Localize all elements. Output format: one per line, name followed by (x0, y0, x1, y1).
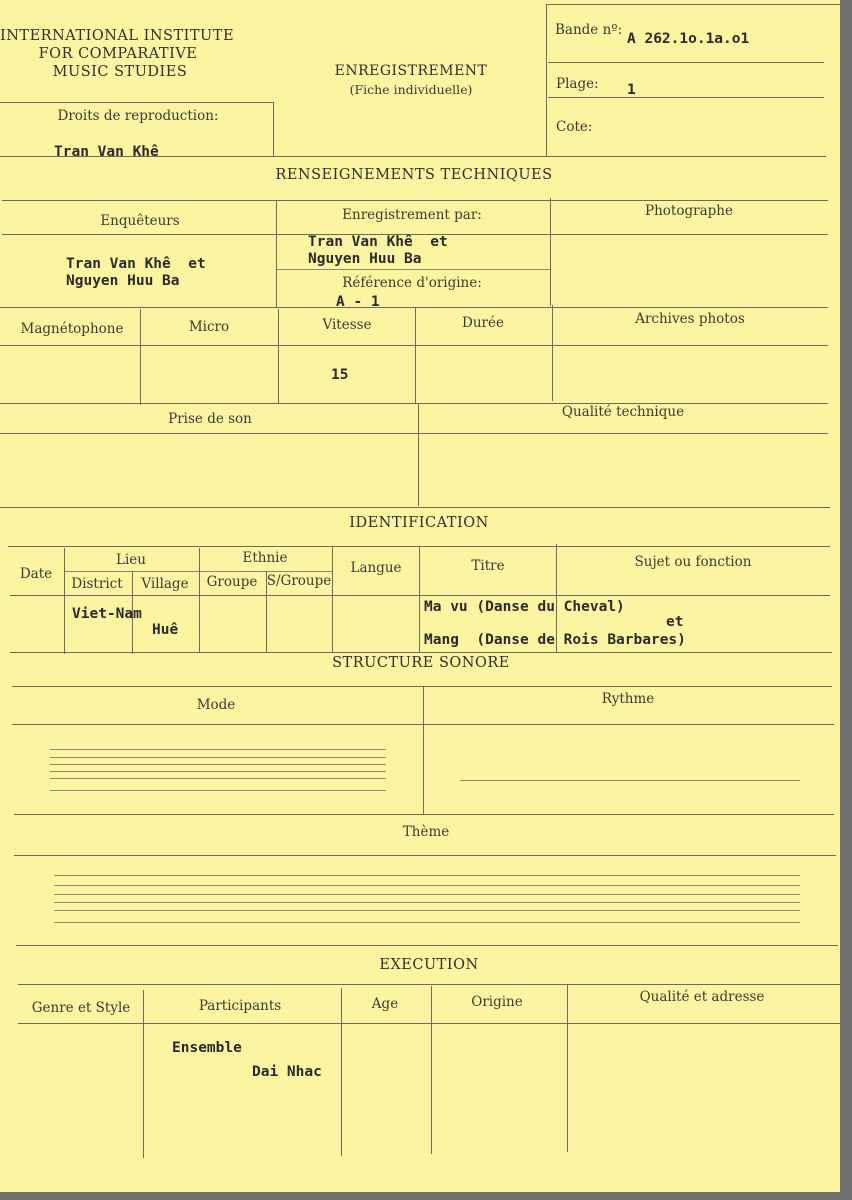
photographe-label: Photographe (645, 203, 733, 219)
prise-label: Prise de son (168, 411, 252, 427)
titre-value-et: et (666, 614, 684, 630)
exec-div-1 (143, 990, 144, 1158)
structure-header-line (12, 686, 832, 687)
theme-ruled-line-3 (54, 894, 800, 895)
theme-top-line (14, 814, 834, 815)
header-bottom-line (0, 156, 826, 157)
enregistrement-value-line1: Tran Van Khê et (308, 234, 448, 250)
header-top-line (546, 4, 840, 5)
mode-ruled-line-4 (50, 771, 386, 772)
header-divider-right (546, 4, 547, 156)
mode-ruled-line-3 (50, 764, 386, 765)
droits-value: Tran Van Khê (54, 144, 159, 160)
theme-label: Thème (402, 824, 450, 840)
exec-div-4 (567, 984, 568, 1152)
structure-div (423, 686, 424, 814)
origine-label: Origine (471, 994, 523, 1010)
qualite-technique-label: Qualité technique (561, 404, 685, 420)
institute-name-line3: MUSIC STUDIES (52, 64, 188, 80)
technique-header-line (2, 200, 828, 201)
tech-row2-div-3 (415, 307, 416, 403)
qualite-adresse-label: Qualité et adresse (639, 989, 765, 1005)
village-value: Huê (152, 622, 179, 638)
plage-label: Plage: (556, 76, 599, 92)
plage-value: 1 (627, 82, 636, 98)
theme-ruled-line-2 (54, 885, 800, 886)
theme-label-line (14, 855, 836, 856)
ident-div-lieu (199, 548, 200, 652)
enqueteurs-value-line2: Nguyen Huu Ba (66, 273, 180, 289)
enqueteurs-label: Enquêteurs (100, 213, 180, 229)
district-value: Viet-Nam (72, 606, 142, 622)
ident-label-line (10, 595, 830, 596)
tech-row2-top (0, 307, 828, 308)
sgroupe-label: S/Groupe (266, 573, 332, 589)
execution-section-title: EXECUTION (379, 957, 479, 973)
participants-label: Participants (198, 998, 282, 1014)
archives-label: Archives photos (635, 311, 745, 327)
reference-label: Référence d'origine: (342, 275, 482, 291)
tech-row2-div-2 (278, 309, 279, 403)
mode-ruled-line-5 (50, 778, 386, 779)
theme-ruled-line-5 (54, 910, 800, 911)
participants-value-line1: Ensemble (172, 1040, 242, 1056)
execution-top-line (16, 945, 838, 946)
mode-ruled-line-6 (50, 790, 386, 791)
enregistrement-value-line2: Nguyen Huu Ba (308, 251, 422, 267)
tech-row3-label-line (0, 433, 828, 434)
rythme-ruled-line (460, 780, 800, 781)
age-label: Age (371, 996, 399, 1012)
ident-div-ethnie (332, 546, 333, 652)
identification-section-title: IDENTIFICATION (349, 515, 489, 531)
titre-label: Titre (471, 558, 505, 574)
duree-label: Durée (462, 315, 504, 331)
institute-name-line2: FOR COMPARATIVE (38, 46, 198, 62)
tech-row3-div (418, 403, 419, 506)
form-title: ENREGISTREMENT (334, 63, 488, 79)
execution-header-line (18, 984, 840, 985)
langue-label: Langue (350, 560, 402, 576)
ethnie-label: Ethnie (242, 550, 288, 566)
tech-row2-label-line (0, 345, 828, 346)
participants-value-line2: Dai Nhac (252, 1064, 322, 1080)
form-subtitle: (Fiche individuelle) (349, 82, 473, 97)
enqueteurs-value-line1: Tran Van Khê et (66, 256, 206, 272)
bande-value: A 262.1o.1a.o1 (627, 31, 750, 47)
reference-top-line (277, 269, 550, 270)
reference-value: A - 1 (336, 294, 380, 310)
droits-label: Droits de reproduction: (57, 108, 219, 124)
bande-line (548, 62, 824, 63)
micro-label: Micro (188, 319, 230, 335)
droits-right-line (273, 102, 274, 156)
exec-div-3 (431, 986, 432, 1154)
institute-name-line1: INTERNATIONAL INSTITUTE (0, 28, 235, 44)
tech-row3-top (0, 403, 828, 404)
village-label: Village (141, 576, 189, 592)
titre-value-line1: Ma vu (Danse du Cheval) (424, 599, 625, 615)
mode-ruled-line-1 (50, 749, 386, 750)
vitesse-value: 15 (331, 367, 349, 383)
execution-label-line (18, 1023, 840, 1024)
cote-label: Cote: (556, 119, 593, 135)
lieu-label: Lieu (116, 552, 146, 568)
bande-label: Bande nº: (555, 22, 623, 38)
magnetophone-label: Magnétophone (20, 321, 124, 337)
exec-div-2 (341, 988, 342, 1156)
theme-ruled-line-4 (54, 902, 800, 903)
tech-row2-div-1 (140, 309, 141, 405)
district-label: District (71, 576, 123, 592)
structure-top-line (10, 652, 832, 653)
tech-row2-div-4 (552, 305, 553, 401)
rythme-label: Rythme (601, 691, 655, 707)
theme-ruled-line-6 (54, 922, 800, 923)
mode-label: Mode (196, 697, 236, 713)
plage-line (548, 97, 824, 98)
technique-section-title: RENSEIGNEMENTS TECHNIQUES (275, 167, 553, 183)
titre-value-line2: Mang (Danse de Rois Barbares) (424, 632, 686, 648)
sujet-label: Sujet ou fonction (634, 554, 752, 570)
date-label: Date (19, 566, 53, 582)
mode-ruled-line-2 (50, 757, 386, 758)
identification-top-line (0, 507, 830, 508)
droits-top-line (0, 102, 273, 103)
vitesse-label: Vitesse (322, 317, 372, 333)
tech-divider-1 (276, 200, 277, 308)
ident-div-langue (419, 546, 420, 652)
lieu-ethnie-subline (64, 571, 332, 572)
ident-div-date (64, 548, 65, 654)
tech-divider-2 (550, 198, 551, 306)
structure-label-line (12, 724, 834, 725)
structure-section-title: STRUCTURE SONORE (332, 655, 510, 671)
groupe-label: Groupe (206, 574, 258, 590)
enregistrement-label: Enregistrement par: (342, 207, 482, 223)
genre-style-label: Genre et Style (31, 1000, 131, 1016)
ident-div-groupe (266, 571, 267, 652)
theme-ruled-line-1 (54, 875, 800, 876)
